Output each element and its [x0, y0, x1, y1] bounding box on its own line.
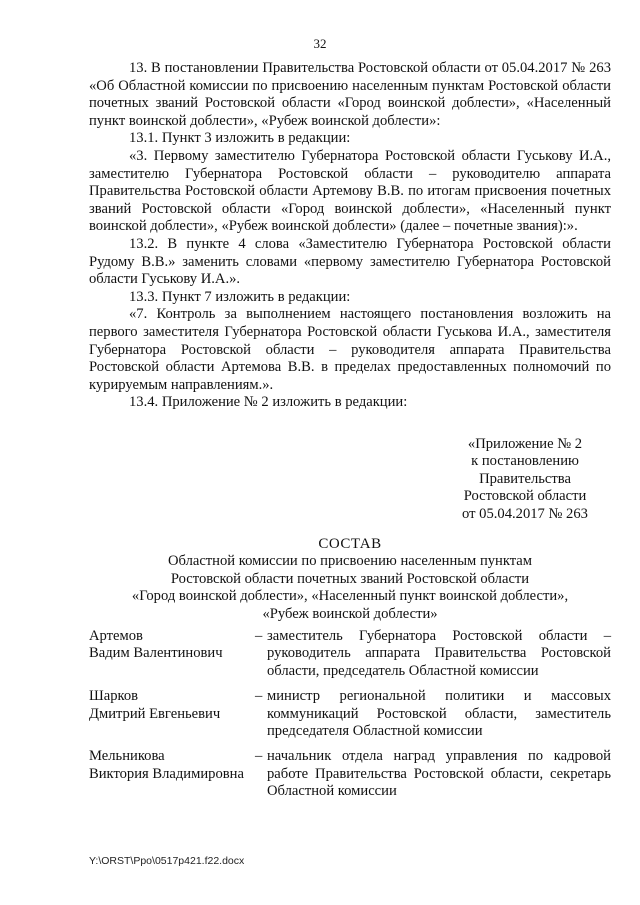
appendix-line: от 05.04.2017 № 263	[462, 505, 588, 522]
composition-heading: СОСТАВ	[318, 536, 382, 552]
appendix-line: Правительства	[479, 470, 571, 487]
composition-subtitle-line: Областной комиссии по присвоению населенным пунктам	[167, 553, 533, 570]
member-surname: Мельникова	[89, 748, 165, 765]
paragraph-item-7-text: «7. Контроль за выполнением настоящего постановления возложить на первого заместителя Губернатора Ростовской области Гуськова И.А., заместителя Губернатора Ростовской области – руководителя аппарата Правительства Ростовской области Артемова В.В. в пределах предоставленных полномочий по курируемым направлениям.».	[89, 306, 611, 393]
member-row	[89, 748, 611, 800]
appendix-line: «Приложение № 2	[467, 436, 583, 452]
appendix-line: к постановлению	[471, 453, 579, 470]
paragraph-13-4: 13.4. Приложение № 2 изложить в редакции:	[129, 394, 408, 411]
member-name	[89, 628, 255, 680]
paragraph-item-3-text: «3. Первому заместителю Губернатора Ростовской области Гуськову И.А., заместителю Губернатора Ростовской области – руководителю аппарата Правительства Ростовской области Артемову В.В. по итогам присвоения почетных званий Ростовской области «Город воинской доблести», «Населенный пункт воинской доблести», «Рубеж воинской доблести» (далее – почетные звания):».	[89, 147, 611, 235]
appendix-line: Ростовской области	[463, 488, 587, 505]
member-dash: –	[255, 628, 263, 644]
body-text	[89, 60, 611, 412]
page-number: 32	[313, 36, 327, 51]
composition-subtitle-line: «Рубеж воинской доблести»	[262, 605, 438, 622]
member-name	[89, 688, 255, 740]
member-dash: –	[255, 688, 263, 705]
member-row	[89, 628, 611, 680]
member-given-name: Виктория Владимировна	[89, 765, 244, 782]
paragraph-13-1: 13.1. Пункт 3 изложить в редакции:	[129, 130, 351, 147]
member-surname: Артемов	[89, 628, 143, 644]
paragraph-13: 13. В постановлении Правительства Ростовской области от 05.04.2017 № 263 «Об Областной комиссии по присвоению населенным пунктам Ростовской области почетных званий Ростовской области «Город воинской доблести», «Населенный пункт воинской доблести», «Рубеж воинской доблести»:	[89, 60, 611, 129]
member-role: заместитель Губернатора Ростовской области – руководитель аппарата Правительства Ростовской области, председатель Областной комиссии	[267, 628, 611, 679]
paragraph-13-3: 13.3. Пункт 7 изложить в редакции:	[129, 288, 351, 305]
member-name	[89, 748, 255, 800]
member-role: начальник отдела наград управления по кадровой работе Правительства Ростовской области, секретарь Областной комиссии	[267, 748, 611, 800]
member-row	[89, 688, 611, 740]
paragraph-13-2: 13.2. В пункте 4 слова «Заместителю Губернатора Ростовской области Рудому В.В.» заменить словами «первому заместителю Губернатора Ростовской области Гуськову И.А.».	[89, 235, 611, 288]
member-role: министр региональной политики и массовых коммуникаций Ростовской области, заместитель председателя Областной комиссии	[267, 688, 611, 740]
appendix-reference	[440, 436, 610, 523]
composition-title	[89, 536, 611, 623]
member-given-name: Дмитрий Евгеньевич	[89, 705, 221, 722]
member-given-name: Вадим Валентинович	[89, 645, 223, 662]
composition-subtitle-line: Ростовской области почетных званий Ростовской области	[170, 570, 530, 587]
member-dash: –	[255, 748, 263, 765]
composition-subtitle-line: «Город воинской доблести», «Населенный пункт воинской доблести»,	[131, 588, 569, 605]
member-surname: Шарков	[89, 688, 139, 705]
footer-file-path: Y:\ORST\Ppo\0517p421.f22.docx	[89, 855, 245, 867]
commission-members-list	[89, 628, 611, 809]
